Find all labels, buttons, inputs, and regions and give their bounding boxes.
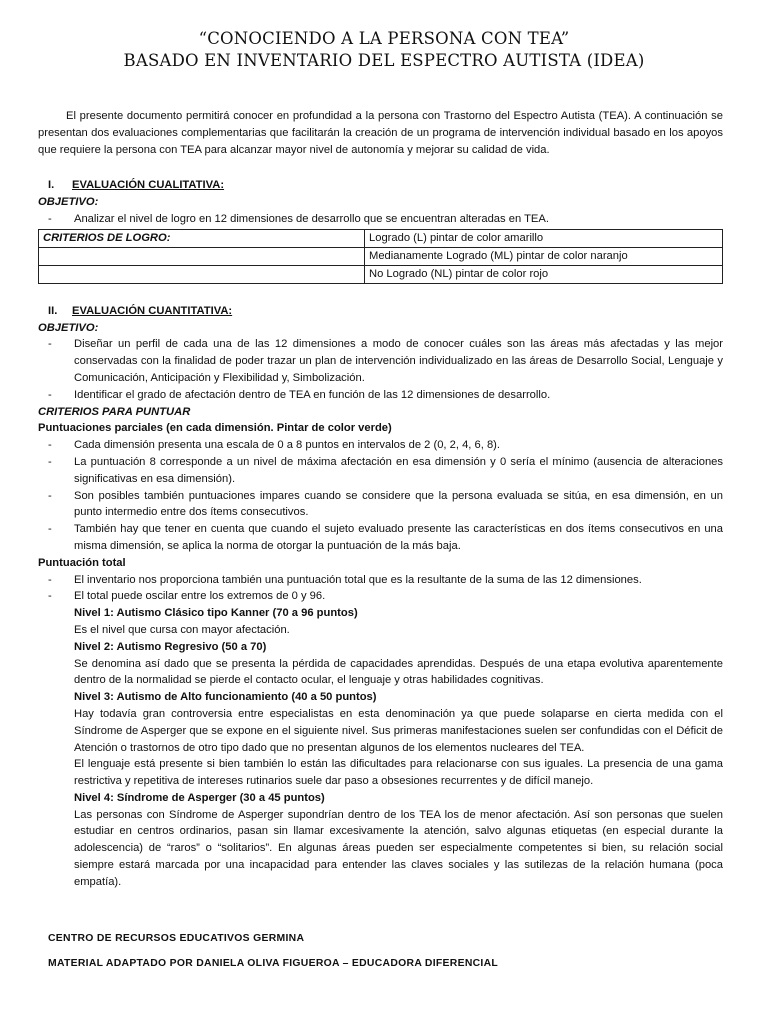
section-1-objective — [38, 211, 723, 228]
total-score-text: El inventario nos proporciona también una puntuación total que es la resultante de la suma de las 12 dimensiones. — [74, 573, 642, 586]
bullet-dash: - — [48, 590, 52, 603]
list-item — [38, 387, 723, 404]
bullet-dash: - — [48, 338, 52, 351]
level-2-title: Nivel 2: Autismo Regresivo (50 a 70) — [74, 640, 267, 653]
criteria-empty-cell — [39, 265, 365, 283]
section-1-number: I. — [48, 179, 55, 192]
list-item — [38, 572, 723, 589]
list-item — [38, 437, 723, 454]
list-item — [38, 454, 723, 488]
section-1-heading — [38, 177, 723, 194]
document-title-line-1: “CONOCIENDO A LA PERSONA CON TEA” — [198, 29, 570, 48]
partial-score-text: Cada dimensión presenta una escala de 0 a 8 puntos en intervalos de 2 (0, 2, 4, 6, 8). — [74, 439, 501, 452]
partial-score-text: También hay que tener en cuenta que cuando el sujeto evaluado presente las características en dos ítems consecutivos en una misma dimensión, se aplica la norma de otorgar la puntuación de la más baja. — [74, 523, 723, 552]
level-3-text: Hay todavía gran controversia entre especialistas en esta denominación ya que puede solaparse en cierta medida con el Síndrome de Asperger que se expone en el siguiente nivel. Sus primeras manifestaciones suelen ser confundidas con el Déficit de Atención o trastornos de otro tipo dado que no presentan algunos de los elementos nucleares del TEA. — [74, 707, 723, 754]
list-item — [38, 521, 723, 555]
table-row — [39, 229, 723, 247]
bullet-dash: - — [48, 523, 52, 536]
level-1-text: Es el nivel que cursa con mayor afectación. — [74, 623, 290, 636]
bullet-dash: - — [48, 455, 52, 468]
section-2-number: II. — [48, 304, 58, 317]
partial-score-text: La puntuación 8 corresponde a un nivel de máxima afectación en esa dimensión y 0 sería el mínimo (ausencia de alteraciones significativas en esa dimensión). — [74, 455, 723, 485]
section-2-objective-text: Identificar el grado de afectación dentro de TEA en función de las 12 dimensiones de desarrollo. — [74, 388, 551, 401]
level-1-title: Nivel 1: Autismo Clásico tipo Kanner (70 a 96 puntos) — [74, 607, 358, 620]
document-body — [38, 108, 723, 891]
criteria-cell: No Logrado (NL) pintar de color rojo — [365, 265, 723, 283]
criteria-cell: Medianamente Logrado (ML) pintar de color naranjo — [365, 247, 723, 265]
criteria-table — [38, 229, 723, 284]
scoring-criteria-label: CRITERIOS PARA PUNTUAR — [38, 405, 191, 418]
level-3-text: El lenguaje está presente si bien también lo están las dificultades para relacionarse con sus iguales. La presencia de una gama restrictiva y repetitiva de intereses rutinarios suele dar paso a obsesiones recurrentes y de difícil manejo. — [74, 758, 723, 788]
table-row — [39, 265, 723, 283]
section-2-heading — [38, 303, 723, 320]
partial-score-text: Son posibles también puntuaciones impares cuando se considere que la persona evaluada se sitúa, en esa dimensión, en un punto intermedio entre dos ítems consecutivos. — [74, 489, 723, 519]
footer-credits: MATERIAL ADAPTADO POR DANIELA OLIVA FIGUEROA – EDUCADORA DIFERENCIAL — [48, 958, 499, 969]
document-title-line-2: BASADO EN INVENTARIO DEL ESPECTRO AUTISTA (IDEA) — [123, 51, 645, 70]
bullet-dash: - — [48, 489, 52, 502]
section-1-label: EVALUACIÓN CUALITATIVA: — [72, 179, 225, 192]
criteria-empty-cell — [39, 247, 365, 265]
bullet-dash: - — [48, 388, 52, 401]
list-item — [38, 488, 723, 522]
section-2-objective-text: Diseñar un perfil de cada una de las 12 dimensiones a modo de conocer cuáles son las áreas más afectadas y las mejor conservadas con la finalidad de poder trazar un plan de intervención individualizado en las áreas de Desarrollo Social, Lenguaje y Comunicación, Anticipación y Flexibilidad y, Simbolización. — [74, 338, 723, 384]
section-1-objective-label: OBJETIVO: — [38, 196, 99, 209]
level-4-text: Las personas con Síndrome de Asperger supondrían dentro de los TEA los de menor afectación. Así son personas que suelen estudiar en centros ordinarios, pasan sin llamar excesivamente la atención, salvo algunas etiquetas (en especial durante la adolescencia) de “raros” o “solitarios”. En algunas áreas pueden ser especialmente competentes si bien, su relación social siempre estará marcada por una incapacidad para entender las claves sociales y las sutilezas de la relación humana (poca empatía). — [74, 808, 723, 888]
total-score-text: El total puede oscilar entre los extremos de 0 y 96. — [74, 590, 326, 603]
total-score-label: Puntuación total — [38, 556, 126, 569]
list-item — [38, 336, 723, 386]
level-4-title: Nivel 4: Síndrome de Asperger (30 a 45 puntos) — [74, 791, 325, 804]
bullet-dash: - — [48, 573, 52, 586]
bullet-dash: - — [48, 439, 52, 452]
partial-scores-label: Puntuaciones parciales (en cada dimensión. Pintar de color verde) — [38, 422, 392, 435]
level-2-text: Se denomina así dado que se presenta la pérdida de capacidades aprendidas. Después de una etapa evolutiva aparentemente dentro de la normalidad se pierde el contacto ocular, el lenguaje y otras habilidades cognitivas. — [74, 657, 723, 687]
intro-paragraph: El presente documento permitirá conocer en profundidad a la persona con Trastorno del Espectro Autista (TEA). A continuación se presentan dos evaluaciones complementarias que facilitarán la creación de un programa de intervención individual basado en los apoyos que requiere la persona con TEA para alcanzar mayor nivel de autonomía y mejorar su calidad de vida. — [38, 110, 723, 156]
section-2-objective-label: OBJETIVO: — [38, 321, 99, 334]
section-2-label: EVALUACIÓN CUANTITATIVA: — [72, 304, 233, 317]
criteria-cell: Logrado (L) pintar de color amarillo — [365, 229, 723, 247]
level-3-title: Nivel 3: Autismo de Alto funcionamiento (40 a 50 puntos) — [74, 691, 377, 704]
list-item — [38, 588, 723, 605]
criteria-table-header: CRITERIOS DE LOGRO: — [39, 229, 365, 247]
bullet-dash: - — [48, 212, 52, 225]
footer-organization: CENTRO DE RECURSOS EDUCATIVOS GERMINA — [48, 933, 305, 944]
table-row — [39, 247, 723, 265]
section-1-objective-text: Analizar el nivel de logro en 12 dimensiones de desarrollo que se encuentran alteradas en TEA. — [74, 212, 549, 225]
